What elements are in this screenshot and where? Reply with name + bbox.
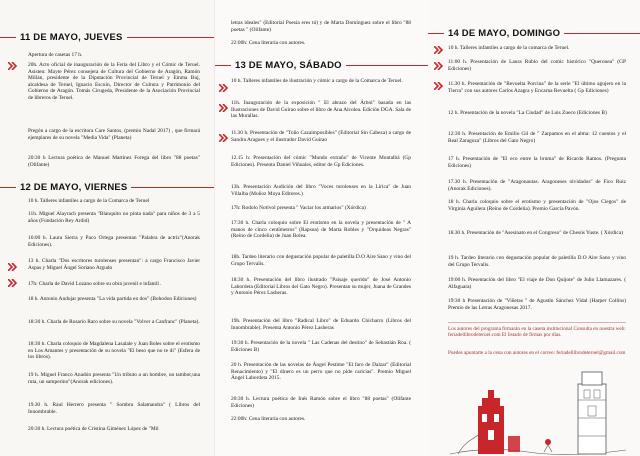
event: 19.30 h. Raul Herrero presenta " Sombra Salamandra" ( Libros del Innombrable. [28,402,200,415]
double-chevron-icon [219,134,229,142]
double-chevron-icon [434,82,444,90]
event: 19:30 h. Presentación de la novela " Las Cadenas del destino" de Sebastián Roa. ( Ediciones B) [231,340,411,353]
event: 17 h. Presentación de "El eco entre la bruma" de Ricardo Ramos. (Pregunta Ediciones) [448,156,626,169]
event: 18h. Tardeo literario con degustación popular de paletilla D.O Aire Sano y vino del Grupo Tervalis. [231,254,411,267]
event: 16:00 h. Laura Sierra y Paco Ortega presentan "Palabra de actriz"(Anorak Ediciones). [28,235,200,248]
event: 12:30 h. Presentación de Emilio Gil de " Zarpamos en el alma: 12 cuentos y el Real Zaragoza" (Libros del Gato Negro) [448,131,626,144]
column-thursday-friday [0,0,214,456]
event: 13 h. Charla "Dos escritores turolenses presentan": a cargo Francisco Javier Aspas y Miguel Ángel Soriano Argudo [28,258,200,271]
event: 10 h. Talleres infantiles a cargo de la Comarca de Teruel [28,198,150,204]
double-chevron-icon [8,279,18,287]
event: 17h: Charla de David Lozano sobre su obra juvenil e infantil . [28,281,162,287]
header-rule [127,37,214,38]
event: 11h. Inauguración de la exposición " El abrazo del Árbol" basada en las Ilustraciones de David Guirao sobre el libro de Ana Alcolea. Edición DGA. Sala de las Murallas. [231,100,411,120]
double-chevron-icon [219,84,229,92]
event: 17:30 h. Charla coloquio sobre El erotismo en la novela y presentación de " A manos de cinco centímetros" (Rapsoa) de Marta Robles y "Orquídeas Negras" (Reino de Cordelia) de Juan Bolea. [231,220,411,240]
event: 22:00h: Cena literaria con autores. [231,416,306,422]
column-saturday [214,0,430,456]
event: 20:30 h. Lectura poética de Inés Ramón sobre el libro "88 poetas" (Olifante Ediciones) [231,396,411,409]
double-chevron-icon [8,62,18,70]
day-header-12 [0,180,214,194]
event: 18 h. Charla coloquio sobre el erotismo y presentación de "Ojos Ciegos" de Virginia Aguilera (Reino de Cordelia). Premio García Pavón. [448,199,626,212]
header-rule [215,65,231,66]
event: Pregón a cargo de la escritora Care Santos, (premio Nadal 2017) , que firmará ejemplares de su novela "Media Vida" (Planeta) [28,128,200,141]
signing-note: Los autores del programa firmarán en la caseta institucional Consulta en nuestra web: feriadellibrodeteruel.com El listado de firmas por días. [448,326,626,339]
double-chevron-icon [219,104,229,112]
divider [448,322,626,323]
event: 12 h. Presentación de la novela "La Ciudad" de Luis Zueco (Ediciones B) [448,110,607,116]
header-rule [0,37,16,38]
event: 18.30 h. Presentación de "Asesinato en el Congreso" de Chesús Yuste. ( Xórdica) [448,230,624,236]
double-chevron-icon [434,62,444,70]
event: 11h. Miguel Alayrach presenta "Blanquito no pinta nada" para niños de 3 a 5 años (Fundación Rey Ardid) [28,211,200,224]
event: 11.30 h. Presentación de "Revuelta Porcina" de la serie "El último agujero en la Tierra" con sus autores Carlos Azagra y Encarna Revuelta ( Gp Ediciones) [448,81,626,94]
event: 13h. Presentación Audición del libro "Voces turolenses en la Lírica" de Juan Villalba (Muñoz Moya Editores.) [231,184,411,197]
dinner-note: Puedes apuntarte a la cena con autores en el correo: feriadellibrodeteruel@gmail.com [448,350,626,356]
column-sunday [428,0,640,456]
event: 17h: Rodolo Notivol presenta " Vaciar los armarios" (Xórdica) [231,205,366,211]
event: 18:30 h. Charla de Rosario Raro sobre su novela "Volver a Canfranc" (Planeta). [28,319,200,325]
double-chevron-icon [8,263,18,271]
header-rule [428,33,444,34]
event: 18:30 h. Charla coloquio de Magdalena Lasalale y Juan Boles sobre el erotismo en Los Amantes y presentación de su novela "El beso que no te di" (Esfera de los libros). [28,341,201,361]
header-rule [131,187,214,188]
event: 10 h. Talleres infantiles a cargo de la comarca de Teruel. [448,45,570,51]
event: 19 h. Tardeo literario con degustación popular de paletilla D.O Aire Sano y vino del Grupo Tervalis. [448,255,626,268]
event: Apertura de casetas 17 h. [28,52,83,58]
event: 18 h. Antonio Andujar presenta "La vida partida en dos" (Bohodon Ediciones) [28,296,197,302]
event: 20h. Acto oficial de inauguración de la Feria del Libro y el Cómic de Teruel. Asisten: Mayte Pérez consejera de Cultura del Gobierno de Aragón, Ramón Millán, presidente de la Diputación Provincial de Teruel y Emma Buj, alcaldesa de Teruel, Ignacio Escuín, Director de Cultura y Patrimonio del Gobierno de Aragón. Tomás Cirugeda, Presidente de la Asociación Provincial de libreros de Teruel. [28,62,200,101]
event-continued: letras ideales" (Editorial Poesía eres tú) y de Marta Domínguez sobre el libro "88 poetas " (Olifante) [231,20,411,33]
day-header-14 [428,26,640,40]
event: 11:00 h. Presentación de Laura Rubio del comic histórico "Queronea" (GP Ediciones) [448,59,626,72]
event: 10 h. Talleres infantiles de ilustración y cómic a cargo de la Comarca de Teruel. [231,78,403,84]
event: 19:30 h Presentación de "Viñetas " de Agustín Sánchez Vidal (Harper Collins) Premio de las Letras Aragonesas 2017. [448,298,626,311]
event: 20:30 h Lectura poética de Manuel Martínez Forega del libro "88 poetas" (Olifante) [28,155,200,168]
event: 19h. Presentación del libro "Radical Libro" de Eduardo Chicharro (Libros del Innombrable). Presenta Antonio Pérez Lasheras [231,318,411,331]
double-chevron-icon [434,46,444,54]
event: 11.30 h. Presentación de "Toño Cazaimposibles" (Editorial Sin Cabeza) a cargo de Sandra Aragues y el ilustrador David Guirao [231,130,411,143]
event: 17.30 h. Presentación de "Aragonautas. Aragoneses olvidados" de Fico Ruiz (Anorak Ediciones). [448,179,626,192]
header-rule [346,65,429,66]
event: 18:30 h. Presentación del libro ilustrado "Paisaje querido" de José Antonio Labordeta (Editorial Libros del Gato Negro). Presentan su mujer, Juana de Grandes y Antonio Pérez Lasheras. [231,277,411,297]
day-title: 14 DE MAYO, DOMINGO [448,27,561,39]
header-rule [564,33,640,34]
tower-illustration [448,366,628,456]
event: 20:30 h. Lectura poética de Cristina Giménez López de "Mil [28,426,159,432]
header-rule [0,187,16,188]
event: 22:00h: Cena literaria con autores. [231,40,306,46]
event: 19:00 h. Presentación del libro "El viaje de Don Quijote" de Julio Llamazares. ( Alfaguara) [448,277,626,290]
day-title: 12 DE MAYO, VIERNES [20,181,128,193]
event: 12.15 h: Presentación del cómic "Mundo extraño" de Vicente Montalbá (Gp Ediciones). Presenta Daniel Viñuales, editor de Gp Ediciones. [231,155,411,168]
day-title: 11 DE MAYO, JUEVES [20,31,123,43]
day-title: 13 DE MAYO, SÁBADO [235,59,342,71]
day-header-13 [215,58,429,72]
day-header-11 [0,30,214,44]
event: 19 h. Miguel Franco Anadón presenta "Un tributo a un hombre, un tambor,una ruta, un samperino"(Anorak ediciones). [28,372,200,385]
event: 20 h. Presentación de las novelas de Ángel Pestime "El faro de Dalzar" (Editorial Renacimiento) y "El dinero es un perro que no pide caricias". Premio Miguel Ángel Labordeta 2015. [231,362,411,382]
